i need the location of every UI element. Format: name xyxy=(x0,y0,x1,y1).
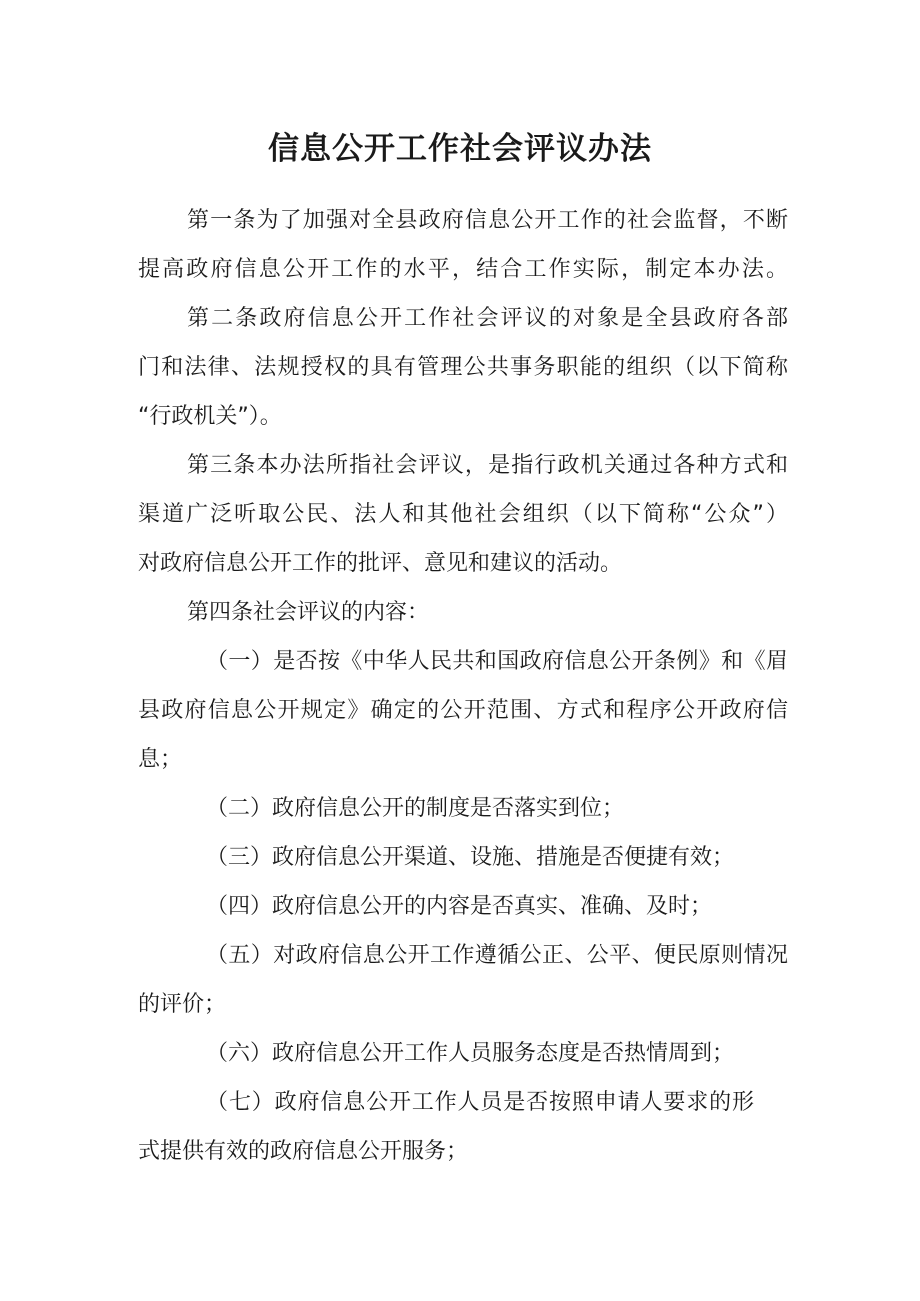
text-line: 的评价； xyxy=(138,992,227,1017)
text-line: 第四条社会评议的内容： xyxy=(187,600,430,625)
text-line: 第一条为了加强对全县政府信息公开工作的社会监督，不断 xyxy=(187,208,788,233)
text-line: （七）政府信息公开工作人员是否按照申请人要求的形 xyxy=(206,1090,754,1115)
text-line: 门和法律、法规授权的具有管理公共事务职能的组织（以下简称 xyxy=(138,355,788,380)
text-line: （五）对政府信息公开工作遵循公正、公平、便民原则情况 xyxy=(206,943,788,968)
text-line: （三）政府信息公开渠道、设施、措施是否便捷有效； xyxy=(206,845,735,870)
text-line: 式提供有效的政府信息公开服务； xyxy=(138,1139,469,1164)
text-line: （一）是否按《中华人民共和国政府信息公开条例》和《眉 xyxy=(206,649,788,674)
text-line: 县政府信息公开规定》确定的公开范围、方式和程序公开政府信 xyxy=(138,698,788,723)
text-line: 渠道广泛听取公民、法人和其他社会组织（以下简称“公众”） xyxy=(138,502,788,527)
text-line: （六）政府信息公开工作人员服务态度是否热情周到； xyxy=(206,1041,735,1066)
text-line: 对政府信息公开工作的批评、意见和建议的活动。 xyxy=(138,551,623,576)
text-line: （二）政府信息公开的制度是否落实到位； xyxy=(206,796,625,821)
text-line: 息； xyxy=(138,747,183,772)
text-line: 提高政府信息公开工作的水平，结合工作实际，制定本办法。 xyxy=(138,257,788,282)
text-line: 第三条本办法所指社会评议，是指行政机关通过各种方式和 xyxy=(187,453,788,478)
page-title: 信息公开工作社会评议办法 xyxy=(268,131,652,167)
text-line: 第二条政府信息公开工作社会评议的对象是全县政府各部 xyxy=(187,306,788,331)
text-line: “行政机关”）。 xyxy=(138,404,282,429)
text-line: （四）政府信息公开的内容是否真实、准确、及时； xyxy=(206,894,713,919)
